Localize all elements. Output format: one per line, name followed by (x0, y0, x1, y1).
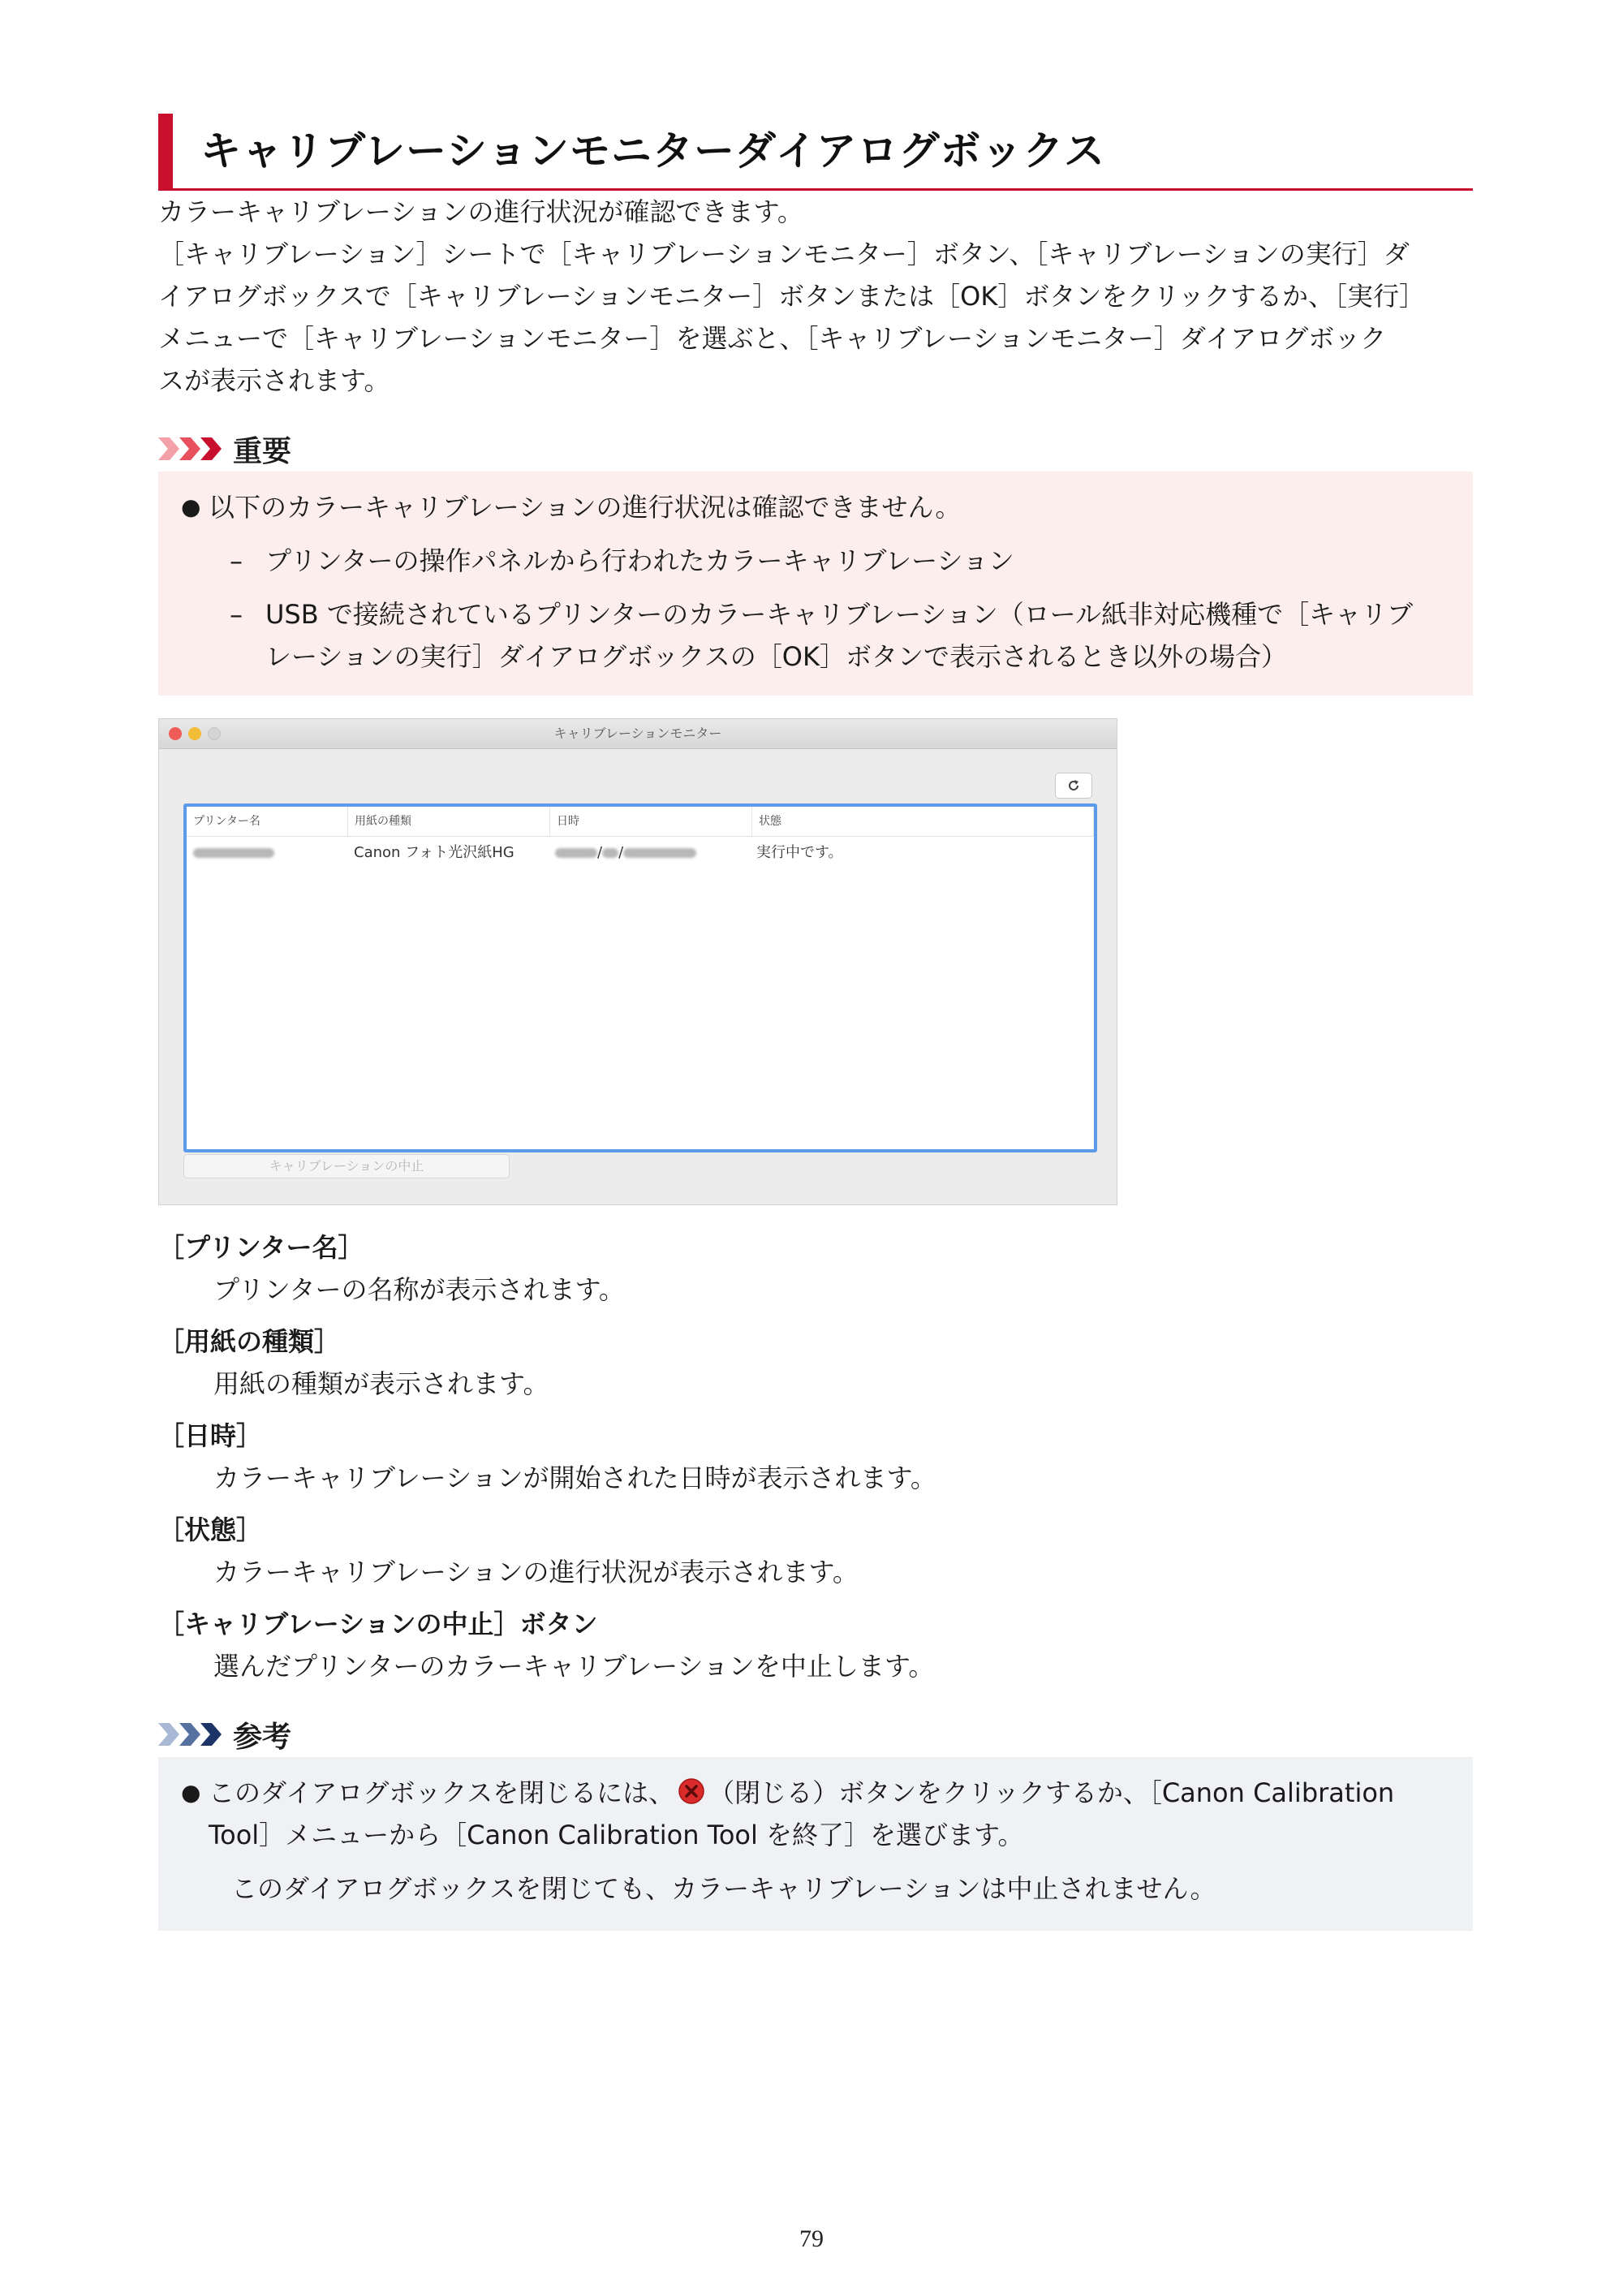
intro-line: スが表示されます。 (158, 365, 390, 396)
definition-desc: 選んだプリンターのカラーキャリブレーションを中止します。 (213, 1651, 935, 1682)
chevrons-blue-icon (158, 1720, 230, 1749)
column-date[interactable]: 日時 (550, 807, 752, 836)
bullet-icon: ● (181, 1779, 201, 1806)
title-bar (158, 114, 1473, 191)
blurred-text (555, 848, 597, 858)
reference-header (158, 1712, 1473, 1757)
column-paper-type[interactable]: 用紙の種類 (348, 807, 550, 836)
reference-box (158, 1757, 1473, 1931)
definition-desc: カラーキャリブレーションの進行状況が表示されます。 (213, 1557, 859, 1587)
page-number: 79 (799, 2225, 824, 2252)
important-header (158, 426, 1473, 472)
window-title: キャリブレーションモニター (553, 726, 722, 741)
status-cell: 実行中です。 (756, 844, 843, 861)
refresh-button[interactable] (1055, 773, 1092, 799)
reference-note: このダイアログボックスを閉じても、カラーキャリブレーションは中止されません。 (231, 1873, 1216, 1904)
list-item: ● 以下のカラーキャリブレーションの進行状況は確認できません。 (181, 486, 1450, 528)
cancel-calibration-button[interactable]: キャリブレーションの中止 (183, 1154, 510, 1178)
refresh-icon (1065, 778, 1082, 794)
intro-text: カラーキャリブレーションの進行状況が確認できます。 (158, 196, 803, 227)
title-accent (158, 114, 173, 188)
definition-term: ［状態］ (158, 1514, 263, 1545)
definition-desc: 用紙の種類が表示されます。 (213, 1368, 549, 1399)
list-item: – プリンターの操作パネルから行われたカラーキャリブレーション (230, 540, 1450, 582)
list-header (187, 807, 1094, 837)
page-title: キャリブレーションモニターダイアログボックス (200, 127, 1105, 174)
chevrons-red-icon (158, 434, 230, 463)
document-page (158, 114, 1473, 1931)
column-printer-name[interactable]: プリンター名 (187, 807, 348, 836)
paper-type-cell: Canon フォト光沢紙HG (354, 844, 514, 861)
definition-term: ［日時］ (158, 1420, 263, 1451)
table-row[interactable] (187, 837, 1094, 869)
definition-term: ［キャリブレーションの中止］ボタン (158, 1609, 598, 1639)
window-titlebar (159, 719, 1117, 749)
printer-name-cell (187, 837, 347, 869)
important-label: 重要 (233, 434, 292, 468)
definition-desc: カラーキャリブレーションが開始された日時が表示されます。 (213, 1462, 936, 1493)
date-cell: / / (549, 837, 750, 869)
definition-term: ［用紙の種類］ (158, 1326, 341, 1357)
column-status[interactable]: 状態 (752, 807, 1094, 836)
list-item: ● このダイアログボックスを閉じるには、 （閉じる）ボタンをクリックするか、［Canon Calibration Tool］メニューから［Canon Calibration Tool を終了］を選びます。 (181, 1772, 1450, 1856)
intro-line: ［キャリブレーション］シートで［キャリブレーションモニター］ボタン、［キャリブレーションの実行］ダ (158, 239, 1410, 269)
intro-line: メニューで［キャリブレーションモニター］を選ぶと、［キャリブレーションモニター］ダイアログボック (158, 323, 1387, 354)
intro-description (158, 233, 1473, 402)
close-icon (678, 1777, 705, 1805)
dash-icon: – (230, 599, 243, 630)
list-item: – USB で接続されているプリンターのカラーキャリブレーション（ロール紙非対応機種で［キャリブ レーションの実行］ダイアログボックスの［OK］ボタンで表示されるとき以外の場合） (230, 593, 1450, 678)
intro-line: イアログボックスで［キャリブレーションモニター］ボタンまたは［OK］ボタンをクリックするか、［実行］ (158, 281, 1426, 312)
dash-icon: – (230, 545, 243, 576)
definition-desc: プリンターの名称が表示されます。 (213, 1274, 625, 1305)
blurred-text (193, 848, 274, 858)
important-box (158, 472, 1473, 696)
definition-list (158, 1226, 1473, 1687)
definition-term: ［プリンター名］ (158, 1232, 364, 1263)
calibration-monitor-window (158, 718, 1117, 1205)
bullet-icon: ● (181, 493, 201, 520)
blurred-text (602, 848, 618, 858)
printer-list[interactable] (183, 803, 1097, 1152)
blurred-text (623, 848, 696, 858)
reference-label: 参考 (233, 1720, 292, 1754)
